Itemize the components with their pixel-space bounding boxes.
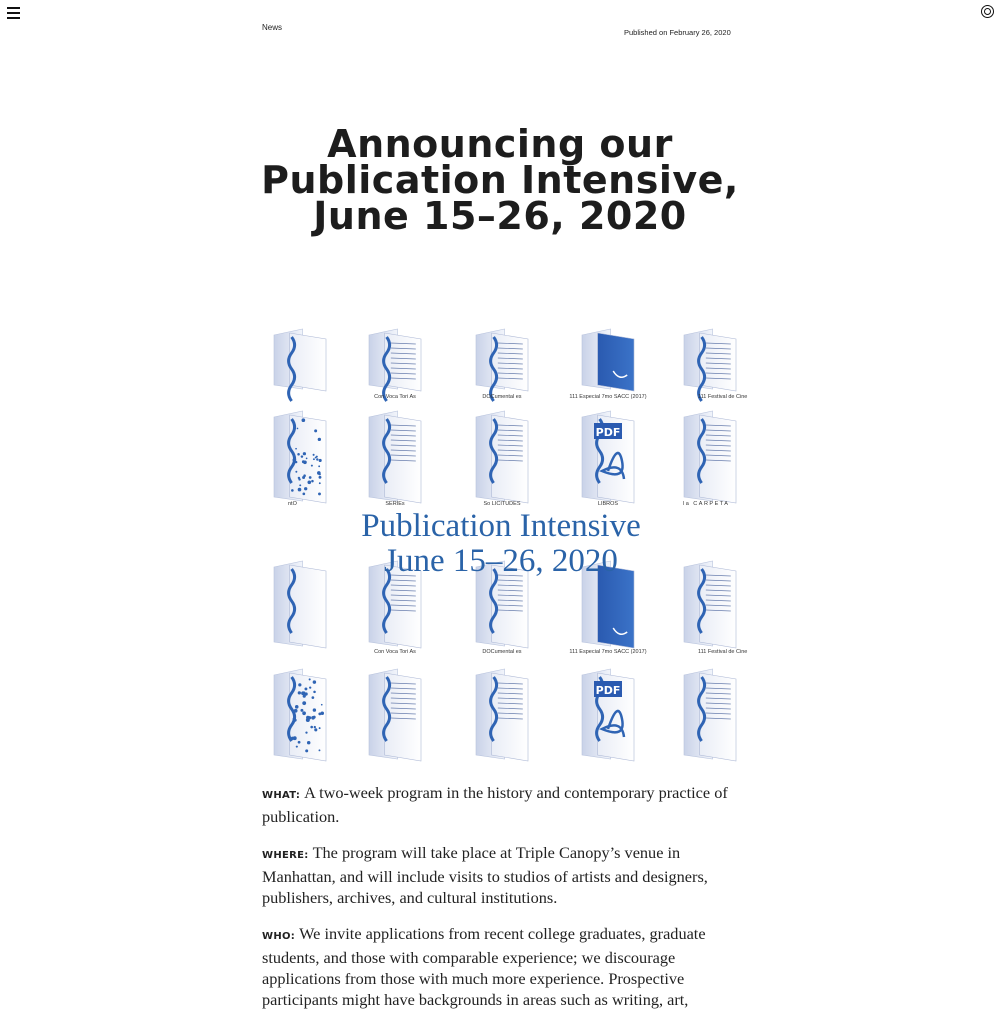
article-title	[250, 122, 750, 238]
tile-label: So LICITUDES	[483, 501, 521, 507]
what-label: WHAT:	[262, 790, 301, 801]
tile-label: DOCumental es	[482, 649, 522, 655]
tile-label: 111 Festival de Cine	[698, 394, 748, 400]
tile-label: SERIEs	[385, 501, 405, 507]
document-tile	[684, 411, 736, 503]
document-tile	[684, 329, 736, 401]
tile-label: 111 Festival de Cine	[698, 649, 748, 655]
who-text: We invite applications from recent college graduates, graduate students, and those with comparable experience; we discourage applications from those with much more experience. Prospective participants might have backgrounds in areas such as writing, art,	[262, 924, 706, 1009]
tile-label: 111 Especial 7mo SACC (2017)	[569, 394, 647, 400]
pdf-badge	[594, 423, 622, 439]
title-line: Announcing our	[327, 122, 673, 166]
who-paragraph	[262, 923, 742, 1010]
hamburger-icon[interactable]	[7, 7, 20, 19]
tile-label: ntO	[288, 501, 297, 507]
hero-illustration	[288, 351, 748, 734]
pdf-badge	[594, 681, 622, 697]
what-paragraph	[262, 782, 742, 827]
tile-label: DOCumental es	[482, 394, 522, 400]
document-tile	[369, 669, 421, 761]
title-line: Publication Intensive,	[261, 158, 739, 202]
hero-image	[288, 351, 748, 734]
who-label: WHO:	[262, 931, 296, 942]
svg-text:PDF: PDF	[595, 684, 621, 697]
document-tile	[684, 669, 736, 761]
hero-title-line-1: Publication Intensive	[361, 508, 641, 544]
tile-label: Con Voca Tori As	[374, 649, 416, 655]
published-date: Published on February 26, 2020	[624, 28, 731, 37]
document-tile	[582, 329, 634, 391]
document-tile	[684, 561, 736, 648]
where-paragraph	[262, 842, 742, 908]
tile-label: la CARPETA	[683, 501, 730, 507]
document-tile	[274, 669, 326, 761]
where-label: WHERE:	[262, 850, 309, 861]
document-tile	[476, 411, 528, 503]
document-tile	[369, 329, 421, 401]
document-tile	[476, 329, 528, 401]
document-tile	[274, 561, 326, 648]
category-link[interactable]: News	[262, 23, 283, 32]
document-tile	[369, 411, 421, 503]
tile-label: LIBROS	[597, 501, 619, 507]
tile-label: 111 Especial 7mo SACC (2017)	[569, 649, 647, 655]
where-text: The program will take place at Triple Canopy’s venue in Manhattan, and will include visits to studios of artists and designers, publishers, archives, and cultural institutions.	[262, 843, 708, 907]
hero-title-line-2: June 15–26, 2020	[384, 543, 618, 579]
circle-logo-icon[interactable]	[981, 5, 994, 18]
document-tile	[274, 411, 326, 503]
what-text: A two-week program in the history and contemporary practice of publication.	[262, 783, 728, 826]
article-body	[262, 782, 742, 1025]
document-tile	[274, 329, 326, 401]
title-line: June 15–26, 2020	[313, 194, 687, 238]
svg-text:PDF: PDF	[595, 426, 621, 439]
document-tile	[476, 669, 528, 761]
tile-label: Con Voca Tori As	[374, 394, 416, 400]
